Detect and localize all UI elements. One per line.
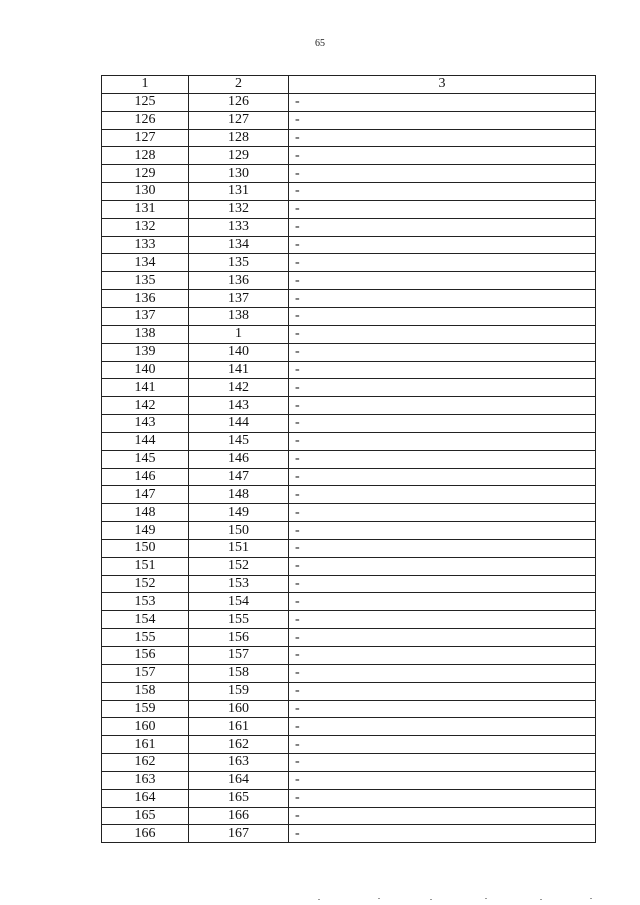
cell-col-3: - — [289, 807, 596, 825]
cell-col-2: 130 — [189, 165, 289, 183]
cell-col-3: - — [289, 468, 596, 486]
cell-col-3: - — [289, 290, 596, 308]
cell-col-2: 153 — [189, 575, 289, 593]
cell-col-3: - — [289, 111, 596, 129]
cell-col-3: - — [289, 664, 596, 682]
cell-col-3: - — [289, 129, 596, 147]
column-header-1: 1 — [102, 76, 189, 94]
cell-col-3: - — [289, 789, 596, 807]
table-row — [102, 450, 596, 468]
table-row — [102, 647, 596, 665]
cell-col-2: 154 — [189, 593, 289, 611]
cell-col-1: 160 — [102, 718, 189, 736]
cell-col-3: - — [289, 504, 596, 522]
cell-col-1: 156 — [102, 647, 189, 665]
cell-col-1: 133 — [102, 236, 189, 254]
cell-col-1: 161 — [102, 736, 189, 754]
cell-col-2: 163 — [189, 754, 289, 772]
cell-col-1: 162 — [102, 754, 189, 772]
cell-col-1: 157 — [102, 664, 189, 682]
cell-col-1: 145 — [102, 450, 189, 468]
cell-col-3: - — [289, 825, 596, 843]
table-row — [102, 93, 596, 111]
cell-col-3: - — [289, 450, 596, 468]
cell-col-1: 127 — [102, 129, 189, 147]
table-row — [102, 682, 596, 700]
column-header-3: 3 — [289, 76, 596, 94]
cell-col-2: 127 — [189, 111, 289, 129]
cell-col-3: - — [289, 522, 596, 540]
cell-col-1: 150 — [102, 539, 189, 557]
cell-col-3: - — [289, 486, 596, 504]
table-row — [102, 379, 596, 397]
table-row — [102, 807, 596, 825]
table-row — [102, 254, 596, 272]
cell-col-3: - — [289, 415, 596, 433]
cell-col-2: 133 — [189, 218, 289, 236]
cell-col-2: 158 — [189, 664, 289, 682]
cell-col-2: 160 — [189, 700, 289, 718]
cell-col-1: 136 — [102, 290, 189, 308]
cell-col-1: 158 — [102, 682, 189, 700]
table-row — [102, 343, 596, 361]
table-row — [102, 557, 596, 575]
cell-col-2: 165 — [189, 789, 289, 807]
cell-col-2: 142 — [189, 379, 289, 397]
scan-artifacts — [0, 893, 640, 905]
cell-col-2: 148 — [189, 486, 289, 504]
cell-col-2: 145 — [189, 432, 289, 450]
cell-col-2: 146 — [189, 450, 289, 468]
cell-col-1: 155 — [102, 629, 189, 647]
table-row — [102, 111, 596, 129]
table-row — [102, 218, 596, 236]
cell-col-1: 163 — [102, 771, 189, 789]
cell-col-1: 144 — [102, 432, 189, 450]
cell-col-3: - — [289, 272, 596, 290]
table-row — [102, 147, 596, 165]
table-row — [102, 200, 596, 218]
table-row — [102, 754, 596, 772]
cell-col-2: 137 — [189, 290, 289, 308]
cell-col-3: - — [289, 307, 596, 325]
page-number: 65 — [315, 38, 325, 49]
cell-col-1: 125 — [102, 93, 189, 111]
cell-col-1: 148 — [102, 504, 189, 522]
cell-col-3: - — [289, 771, 596, 789]
cell-col-1: 153 — [102, 593, 189, 611]
table-row — [102, 415, 596, 433]
cell-col-2: 129 — [189, 147, 289, 165]
cell-col-2: 167 — [189, 825, 289, 843]
cell-col-2: 149 — [189, 504, 289, 522]
cell-col-2: 134 — [189, 236, 289, 254]
cell-col-3: - — [289, 754, 596, 772]
cell-col-3: - — [289, 593, 596, 611]
cell-col-3: - — [289, 147, 596, 165]
cell-col-2: 157 — [189, 647, 289, 665]
cell-col-2: 155 — [189, 611, 289, 629]
cell-col-1: 142 — [102, 397, 189, 415]
table-row — [102, 593, 596, 611]
cell-col-3: - — [289, 254, 596, 272]
table-row — [102, 664, 596, 682]
cell-col-3: - — [289, 165, 596, 183]
cell-col-1: 166 — [102, 825, 189, 843]
cell-col-2: 136 — [189, 272, 289, 290]
cell-col-2: 150 — [189, 522, 289, 540]
table-row — [102, 183, 596, 201]
table-row — [102, 129, 596, 147]
cell-col-2: 164 — [189, 771, 289, 789]
table-row — [102, 290, 596, 308]
cell-col-3: - — [289, 682, 596, 700]
data-table-container — [101, 75, 595, 843]
cell-col-2: 132 — [189, 200, 289, 218]
cell-col-2: 147 — [189, 468, 289, 486]
cell-col-1: 159 — [102, 700, 189, 718]
table-row — [102, 736, 596, 754]
table-row — [102, 771, 596, 789]
cell-col-3: - — [289, 343, 596, 361]
table-row — [102, 165, 596, 183]
cell-col-2: 1 — [189, 325, 289, 343]
table-header-row — [102, 76, 596, 94]
cell-col-3: - — [289, 218, 596, 236]
cell-col-2: 144 — [189, 415, 289, 433]
cell-col-3: - — [289, 557, 596, 575]
cell-col-1: 143 — [102, 415, 189, 433]
cell-col-2: 135 — [189, 254, 289, 272]
cell-col-1: 139 — [102, 343, 189, 361]
cell-col-3: - — [289, 379, 596, 397]
cell-col-3: - — [289, 700, 596, 718]
cell-col-3: - — [289, 325, 596, 343]
cell-col-1: 132 — [102, 218, 189, 236]
cell-col-3: - — [289, 539, 596, 557]
table-row — [102, 432, 596, 450]
cell-col-2: 140 — [189, 343, 289, 361]
cell-col-3: - — [289, 629, 596, 647]
cell-col-3: - — [289, 200, 596, 218]
cell-col-2: 151 — [189, 539, 289, 557]
cell-col-1: 164 — [102, 789, 189, 807]
cell-col-1: 130 — [102, 183, 189, 201]
table-row — [102, 718, 596, 736]
cell-col-2: 143 — [189, 397, 289, 415]
table-row — [102, 825, 596, 843]
cell-col-3: - — [289, 361, 596, 379]
cell-col-1: 138 — [102, 325, 189, 343]
table-row — [102, 486, 596, 504]
table-row — [102, 575, 596, 593]
table-row — [102, 236, 596, 254]
table-row — [102, 700, 596, 718]
cell-col-2: 156 — [189, 629, 289, 647]
cell-col-1: 128 — [102, 147, 189, 165]
cell-col-3: - — [289, 718, 596, 736]
cell-col-1: 135 — [102, 272, 189, 290]
cell-col-1: 152 — [102, 575, 189, 593]
cell-col-1: 146 — [102, 468, 189, 486]
cell-col-2: 141 — [189, 361, 289, 379]
cell-col-2: 126 — [189, 93, 289, 111]
table-row — [102, 307, 596, 325]
table-row — [102, 629, 596, 647]
data-table — [101, 75, 596, 843]
cell-col-1: 149 — [102, 522, 189, 540]
cell-col-2: 162 — [189, 736, 289, 754]
cell-col-3: - — [289, 611, 596, 629]
cell-col-1: 126 — [102, 111, 189, 129]
cell-col-1: 165 — [102, 807, 189, 825]
cell-col-3: - — [289, 397, 596, 415]
cell-col-2: 138 — [189, 307, 289, 325]
cell-col-2: 166 — [189, 807, 289, 825]
table-row — [102, 539, 596, 557]
cell-col-3: - — [289, 647, 596, 665]
table-body — [102, 93, 596, 842]
cell-col-1: 137 — [102, 307, 189, 325]
cell-col-1: 147 — [102, 486, 189, 504]
table-row — [102, 504, 596, 522]
column-header-2: 2 — [189, 76, 289, 94]
table-row — [102, 789, 596, 807]
table-row — [102, 361, 596, 379]
cell-col-1: 151 — [102, 557, 189, 575]
table-row — [102, 468, 596, 486]
cell-col-1: 129 — [102, 165, 189, 183]
table-row — [102, 397, 596, 415]
cell-col-3: - — [289, 93, 596, 111]
cell-col-3: - — [289, 432, 596, 450]
table-row — [102, 272, 596, 290]
cell-col-3: - — [289, 575, 596, 593]
cell-col-3: - — [289, 236, 596, 254]
table-row — [102, 325, 596, 343]
cell-col-1: 141 — [102, 379, 189, 397]
cell-col-1: 131 — [102, 200, 189, 218]
cell-col-2: 159 — [189, 682, 289, 700]
cell-col-1: 134 — [102, 254, 189, 272]
cell-col-2: 161 — [189, 718, 289, 736]
table-row — [102, 611, 596, 629]
cell-col-3: - — [289, 183, 596, 201]
cell-col-2: 131 — [189, 183, 289, 201]
cell-col-3: - — [289, 736, 596, 754]
cell-col-2: 128 — [189, 129, 289, 147]
cell-col-1: 140 — [102, 361, 189, 379]
cell-col-1: 154 — [102, 611, 189, 629]
table-row — [102, 522, 596, 540]
cell-col-2: 152 — [189, 557, 289, 575]
